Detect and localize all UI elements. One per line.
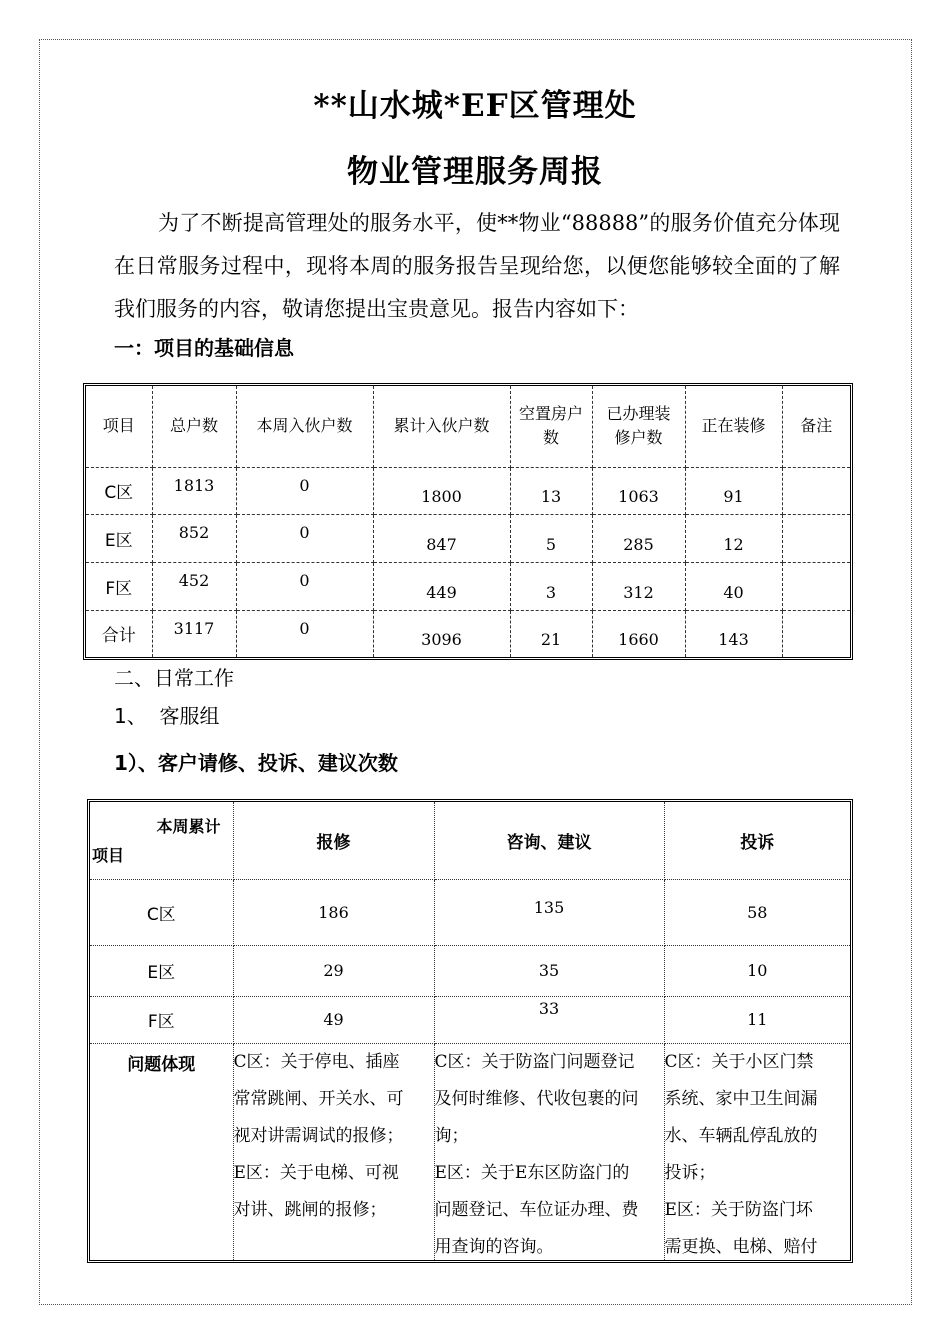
section2-heading: 二、日常工作 (114, 666, 234, 690)
row-label: F区 (86, 562, 152, 610)
table-cell: 452 (152, 562, 236, 610)
issue-line: C区：关于防盗门问题登记 (434, 1051, 635, 1072)
column-header: 累计入伙户数 (373, 386, 510, 467)
section1-heading: 一：项目的基础信息 (114, 336, 294, 360)
issue-line: E区：关于电梯、可视 (233, 1162, 399, 1183)
table-row (90, 879, 850, 945)
basic-info-table (83, 383, 853, 660)
column-header: 备注 (782, 386, 850, 467)
issues-repair-cell (233, 1043, 434, 1263)
table-row (86, 562, 850, 610)
issue-line: 系统、家中卫生间漏 (664, 1088, 818, 1109)
corner-header-bottom: 项目 (92, 846, 125, 865)
column-header: 项目 (86, 386, 152, 467)
row-label: C区 (86, 467, 152, 515)
table-cell: 312 (592, 562, 685, 610)
row-label: E区 (90, 945, 233, 996)
table-cell: 40 (685, 562, 782, 610)
issue-line: E区：关于E东区防盗门的 (434, 1162, 630, 1183)
table-cell: 847 (373, 515, 510, 563)
table-cell: 852 (152, 515, 236, 563)
table-cell: 58 (664, 879, 850, 945)
table-cell: 449 (373, 562, 510, 610)
table-row (90, 996, 850, 1043)
corner-header-cell (90, 802, 233, 879)
table-row (86, 515, 850, 563)
table-cell (782, 562, 850, 610)
table-cell: 1063 (592, 467, 685, 515)
row-label: C区 (90, 879, 233, 945)
table-cell: 10 (664, 945, 850, 996)
table-cell: 91 (685, 467, 782, 515)
table-row (90, 945, 850, 996)
table-cell: 186 (233, 879, 434, 945)
row-label: E区 (86, 515, 152, 563)
table-cell: 1660 (592, 610, 685, 657)
column-header: 已办理装修户数 (592, 386, 685, 467)
issue-line: 询； (434, 1125, 469, 1146)
issue-line: 用查询的咨询。 (434, 1236, 554, 1257)
table-cell: 5 (510, 515, 592, 563)
corner-header-top: 本周累计 (156, 817, 221, 836)
table-cell: 0 (236, 562, 373, 610)
table-cell: 3096 (373, 610, 510, 657)
table-cell: 13 (510, 467, 592, 515)
report-subtitle: 物业管理服务周报 (347, 154, 603, 190)
table-cell: 35 (434, 945, 664, 996)
issue-line: 及何时维修、代收包裹的问 (434, 1088, 639, 1109)
table-cell: 3 (510, 562, 592, 610)
issue-line: 视对讲需调试的报修； (233, 1125, 404, 1146)
issue-line: 需更换、电梯、赔付 (664, 1236, 818, 1257)
issues-complaint-cell (664, 1043, 850, 1263)
issue-line: 常常跳闸、开关水、可 (233, 1088, 404, 1109)
column-header: 正在装修 (685, 386, 782, 467)
table-cell: 21 (510, 610, 592, 657)
column-header: 咨询、建议 (434, 802, 664, 879)
table-cell (782, 515, 850, 563)
table-cell: 1813 (152, 467, 236, 515)
table-cell: 33 (434, 996, 664, 1043)
request-counts-table (87, 799, 853, 1263)
issue-line: C区：关于停电、插座 (233, 1051, 400, 1072)
column-header: 总户数 (152, 386, 236, 467)
table-cell (782, 467, 850, 515)
issue-line: C区：关于小区门禁 (664, 1051, 814, 1072)
column-header: 投诉 (664, 802, 850, 879)
table-cell: 135 (434, 879, 664, 945)
issues-label: 问题体现 (90, 1043, 233, 1263)
report-title: **山水城*EF区管理处 (313, 88, 637, 124)
table-cell: 143 (685, 610, 782, 657)
issues-consult-cell (434, 1043, 664, 1263)
table-row (90, 1043, 850, 1263)
table-row (86, 610, 850, 657)
issue-line: 对讲、跳闸的报修； (233, 1199, 387, 1220)
table-cell: 11 (664, 996, 850, 1043)
issue-line: E区：关于防盗门坏 (664, 1199, 813, 1220)
subsection-request-counts: 1）、客户请修、投诉、建议次数 (114, 751, 398, 775)
table-header-row (90, 802, 850, 879)
table-cell: 0 (236, 467, 373, 515)
table-cell: 0 (236, 610, 373, 657)
row-label: 合计 (86, 610, 152, 657)
column-header: 空置房户数 (510, 386, 592, 467)
table-cell: 1800 (373, 467, 510, 515)
table-header-row (86, 386, 850, 467)
table-cell: 29 (233, 945, 434, 996)
column-header: 报修 (233, 802, 434, 879)
issue-line: 水、车辆乱停乱放的 (664, 1125, 818, 1146)
intro-paragraph: 为了不断提高管理处的服务水平，使**物业“88888”的服务价值充分体现在日常服务过程中，现将本周的服务报告呈现给您，以便您能够较全面的了解我们服务的内容，敬请您提出宝贵意见。报告内容如下： (114, 211, 840, 321)
table-row (86, 467, 850, 515)
column-header: 本周入伙户数 (236, 386, 373, 467)
issue-line: 投诉； (664, 1162, 716, 1183)
issue-line: 问题登记、车位证办理、费 (434, 1199, 639, 1220)
table-cell: 12 (685, 515, 782, 563)
table-cell: 49 (233, 996, 434, 1043)
row-label: F区 (90, 996, 233, 1043)
subsection-customer-service: 1、 客服组 (114, 704, 220, 728)
table-cell: 3117 (152, 610, 236, 657)
table-cell: 0 (236, 515, 373, 563)
table-cell (782, 610, 850, 657)
table-cell: 285 (592, 515, 685, 563)
